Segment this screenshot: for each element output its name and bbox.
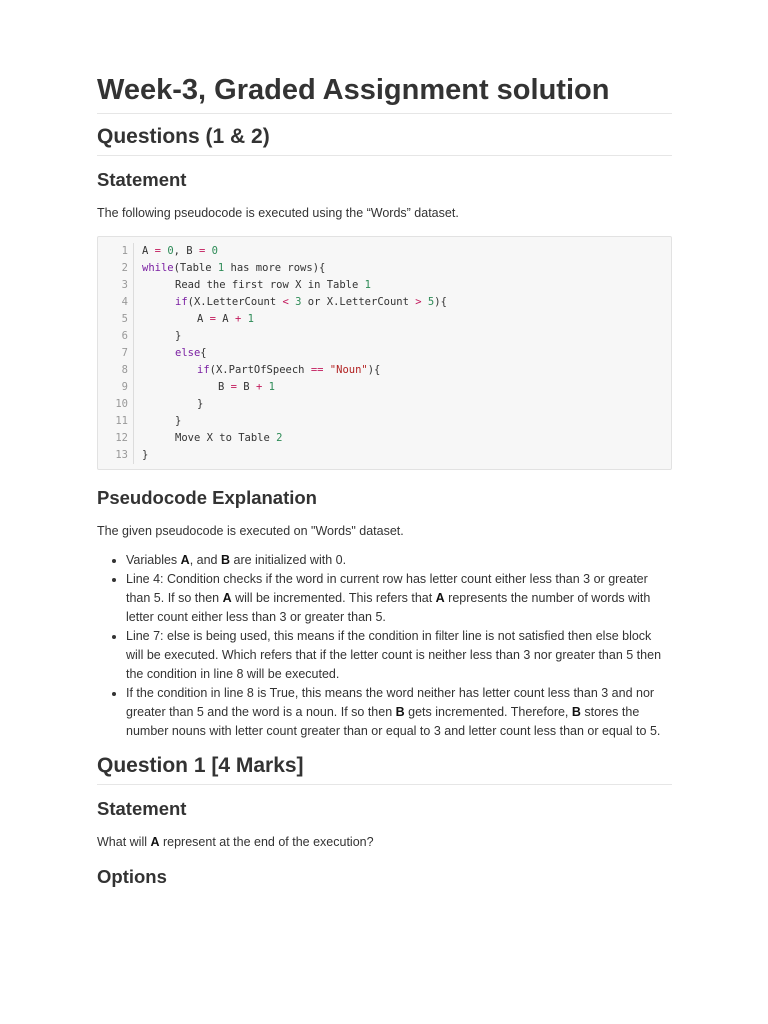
code-line [98, 430, 671, 447]
line-number: 1 [98, 243, 134, 260]
question1-heading: Question 1 [4 Marks] [97, 750, 672, 785]
code-text: A = 0, B = 0 [142, 245, 218, 257]
statement-text: The following pseudocode is executed using the “Words” dataset. [97, 206, 459, 220]
options-heading: Options [97, 866, 167, 887]
list-item: • Variables A, and B are initialized with 0. [126, 551, 672, 570]
code-line [98, 277, 671, 294]
code-text: } [175, 415, 182, 427]
explanation-heading: Pseudocode Explanation [97, 487, 317, 508]
code-text: } [197, 398, 204, 410]
code-text: B = B + 1 [218, 381, 275, 393]
explanation-intro: The given pseudocode is executed on "Words" dataset. [97, 524, 404, 538]
line-number: 8 [98, 362, 134, 379]
code-text: } [142, 449, 149, 461]
code-line [98, 447, 671, 464]
code-line [98, 311, 671, 328]
code-line [98, 362, 671, 379]
code-line [98, 396, 671, 413]
code-text: Read the first row X in Table 1 [175, 279, 371, 291]
page-title: Week-3, Graded Assignment solution [97, 70, 672, 114]
line-number: 9 [98, 379, 134, 396]
question1-text: What will A represent at the end of the execution? [97, 835, 374, 849]
line-number: 13 [98, 447, 134, 464]
code-text: if(X.PartOfSpeech == "Noun"){ [197, 364, 381, 376]
code-text: Move X to Table 2 [175, 432, 283, 444]
line-number: 2 [98, 260, 134, 277]
code-line [98, 413, 671, 430]
code-line [98, 294, 671, 311]
questions-heading: Questions (1 & 2) [97, 121, 672, 156]
code-line [98, 328, 671, 345]
code-block [97, 236, 672, 470]
list-item: • If the condition in line 8 is True, this means the word neither has letter count less than 3 and nor greater than 5 and the word is a noun. If so then B gets incremented. Therefore, B stores the number nouns with letter count greater than or equal to 3 and letter count less than or equal to 5. [126, 684, 672, 741]
document-content [97, 70, 672, 891]
statement-heading: Statement [97, 169, 187, 190]
explanation-list [97, 551, 672, 741]
list-item: • Line 4: Condition checks if the word in current row has letter count either less than 3 or greater than 5. If so then A will be incremented. This refers that A represents the number of words with letter count either less than 3 or greater than 5. [126, 570, 672, 627]
line-number: 10 [98, 396, 134, 413]
list-item: • Line 7: else is being used, this means if the condition in filter line is not satisfied then else block will be executed. Which refers that if the letter count is neither less than 3 nor greater than 5 then the condition in line 8 will be executed. [126, 627, 672, 684]
line-number: 12 [98, 430, 134, 447]
code-line [98, 345, 671, 362]
code-text: } [175, 330, 182, 342]
code-text: while(Table 1 has more rows){ [142, 262, 326, 274]
line-number: 5 [98, 311, 134, 328]
code-text: else{ [175, 347, 207, 359]
line-number: 11 [98, 413, 134, 430]
code-text: if(X.LetterCount < 3 or X.LetterCount > 5){ [175, 296, 447, 308]
code-line [98, 379, 671, 396]
line-number: 3 [98, 277, 134, 294]
line-number: 7 [98, 345, 134, 362]
question1-statement-heading: Statement [97, 798, 187, 819]
line-number: 4 [98, 294, 134, 311]
code-line [98, 243, 671, 260]
code-text: A = A + 1 [197, 313, 254, 325]
code-line [98, 260, 671, 277]
line-number: 6 [98, 328, 134, 345]
